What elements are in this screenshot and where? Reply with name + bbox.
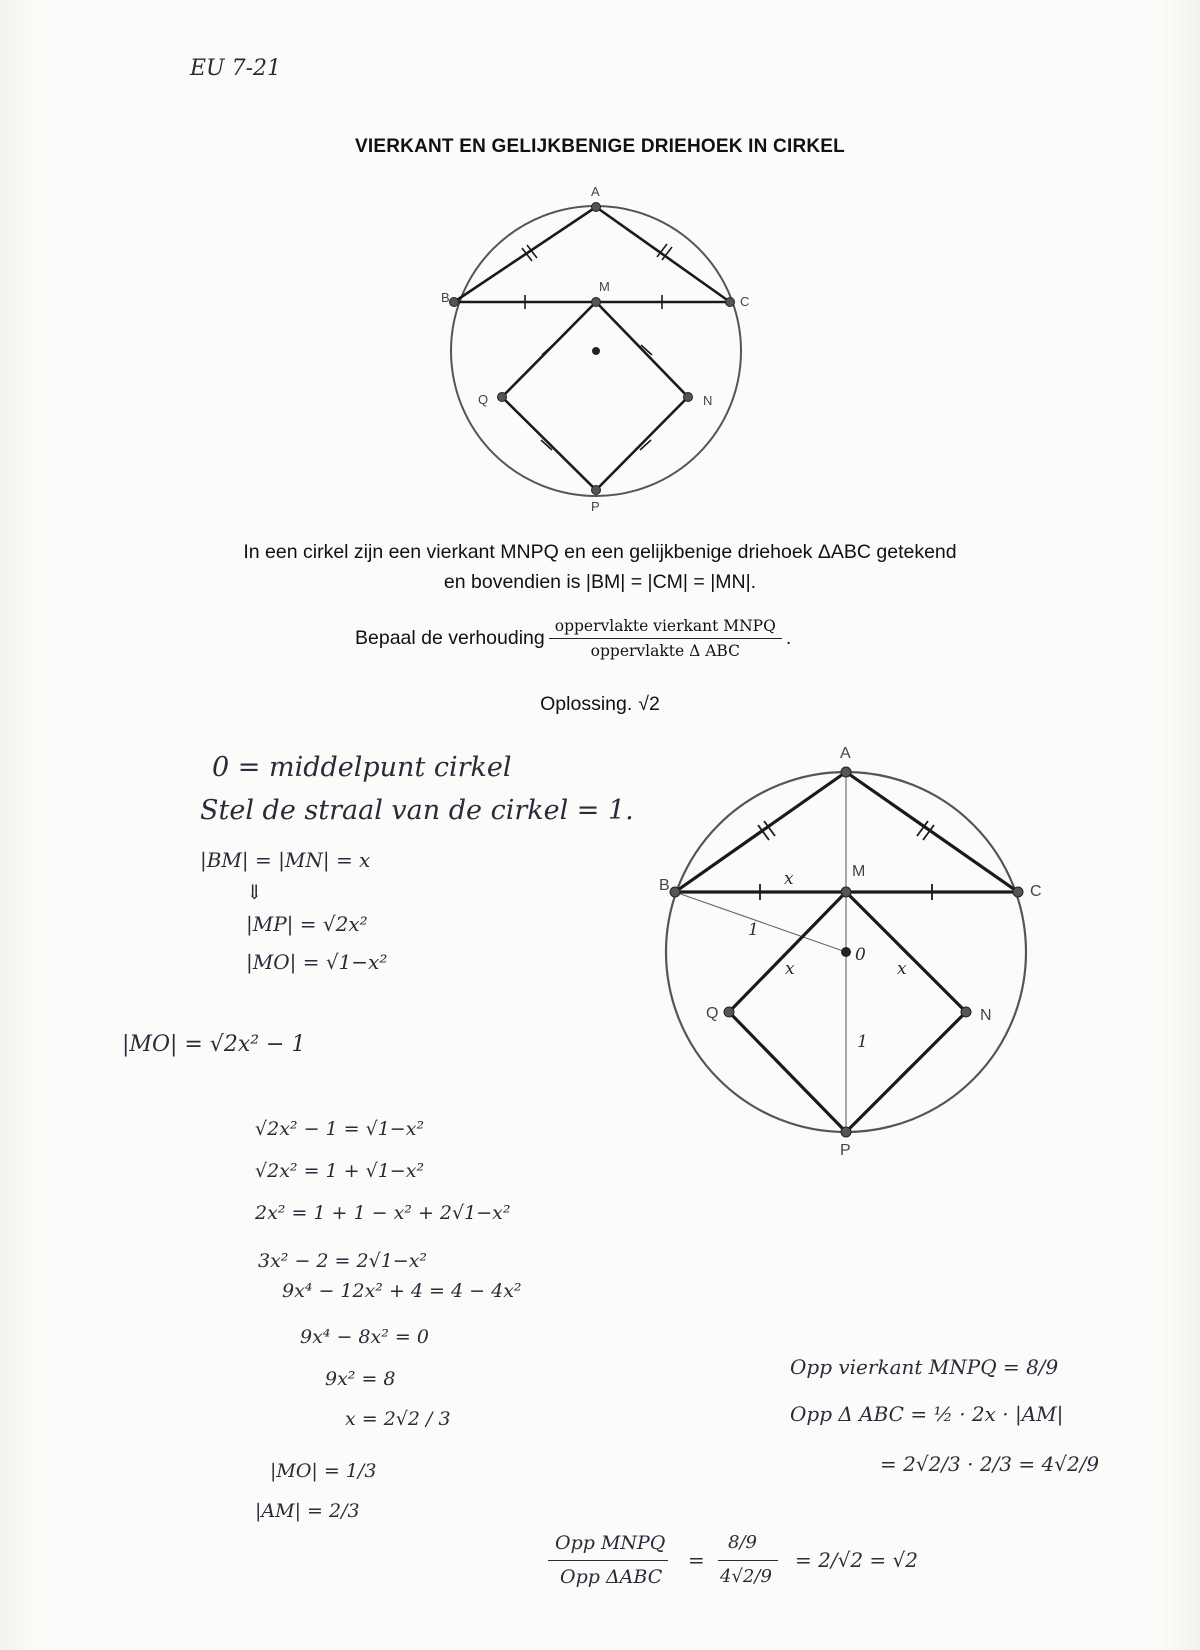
hw-step-2: √2x² = 1 + √1−x² (255, 1160, 425, 1182)
label-a: A (591, 184, 600, 199)
problem-line-1: In een cirkel zijn een vierkant MNPQ en een gelijkbenige driehoek ΔABC getekend (243, 541, 957, 563)
hw-setup-1: 0 = middelpunt cirkel (212, 752, 512, 783)
hw-step-8: x = 2√2 / 3 (345, 1408, 451, 1430)
label-m: M (599, 279, 610, 294)
segment-ab-2 (675, 772, 846, 892)
hw-final-result: = 2/√2 = √2 (795, 1548, 918, 1572)
hw-step-5: 9x⁴ − 12x² + 4 = 4 − 4x² (282, 1280, 522, 1302)
annot-o: 0 (855, 945, 866, 965)
hw-step-4: 3x² − 2 = 2√1−x² (258, 1250, 428, 1272)
label-n-2: N (980, 1007, 992, 1024)
label-b: B (441, 290, 450, 305)
hw-area-triangle-value: = 2√2/3 · 2/3 = 4√2/9 (880, 1452, 1100, 1476)
label-m-2: M (852, 863, 866, 880)
annot-x-mn: x (897, 959, 907, 979)
annot-one-bo: 1 (748, 920, 759, 940)
label-c: C (740, 294, 750, 309)
label-b-2: B (659, 877, 670, 894)
segment-ac-2 (846, 772, 1018, 892)
solution-value: √2 (638, 693, 660, 715)
hw-final-eq: = (688, 1548, 705, 1572)
hw-final-bar (548, 1560, 668, 1561)
hw-mo-equation: |MO| = √2x² − 1 (122, 1032, 306, 1057)
hw-step-3: 2x² = 1 + 1 − x² + 2√1−x² (255, 1202, 511, 1224)
solution-label: Oplossing. (540, 693, 633, 715)
hw-setup-2: Stel de straal van de cirkel = 1. (200, 795, 634, 826)
label-a-2: A (840, 745, 851, 762)
hw-final-bar-2 (718, 1560, 778, 1561)
ratio-end: . (785, 627, 792, 649)
annot-x-mq: x (785, 959, 795, 979)
label-p-2: P (840, 1142, 851, 1159)
label-c-2: C (1030, 883, 1042, 900)
hw-result-mo: |MO| = 1/3 (270, 1460, 377, 1482)
ratio-numerator: oppervlakte vierkant MNPQ (549, 617, 782, 639)
label-q-2: Q (706, 1005, 719, 1022)
hw-final-fden: 4√2/9 (720, 1566, 772, 1587)
hw-area-triangle: Opp Δ ABC = ½ · 2x · |AM| (790, 1402, 1064, 1426)
annot-one-op: 1 (857, 1032, 868, 1052)
hw-step-7: 9x² = 8 (325, 1368, 396, 1390)
hw-final-den: Opp ΔABC (560, 1566, 663, 1588)
annot-x-bm: x (784, 869, 794, 889)
hw-step-6: 9x⁴ − 8x² = 0 (300, 1326, 429, 1348)
ratio-denominator: oppervlakte Δ ABC (590, 642, 740, 660)
hw-result-am: |AM| = 2/3 (255, 1500, 360, 1522)
hw-area-square: Opp vierkant MNPQ = 8/9 (790, 1355, 1059, 1379)
label-q: Q (478, 392, 489, 407)
hw-setup-arrow: ⇓ (246, 880, 263, 904)
hw-setup-3: |BM| = |MN| = x (200, 848, 371, 872)
ratio-ask: Bepaal de verhouding (355, 627, 545, 649)
hw-step-1: √2x² − 1 = √1−x² (255, 1118, 425, 1140)
hw-setup-mp: |MP| = √2x² (246, 912, 368, 936)
problem-line-2: en bovendien is |BM| = |CM| = |MN|. (443, 571, 757, 593)
hw-final-num: Opp MNPQ (555, 1532, 666, 1554)
square-mnpq-2 (729, 892, 966, 1132)
hw-final-fnum: 8/9 (728, 1532, 757, 1553)
label-n: N (703, 393, 713, 408)
page-title: VIERKANT EN GELIJKBENIGE DRIEHOEK IN CIRKEL (355, 136, 845, 157)
segment-bo (675, 892, 846, 952)
label-p: P (591, 499, 600, 514)
exercise-code: EU 7-21 (190, 56, 282, 81)
hw-setup-mo: |MO| = √1−x² (246, 950, 388, 974)
